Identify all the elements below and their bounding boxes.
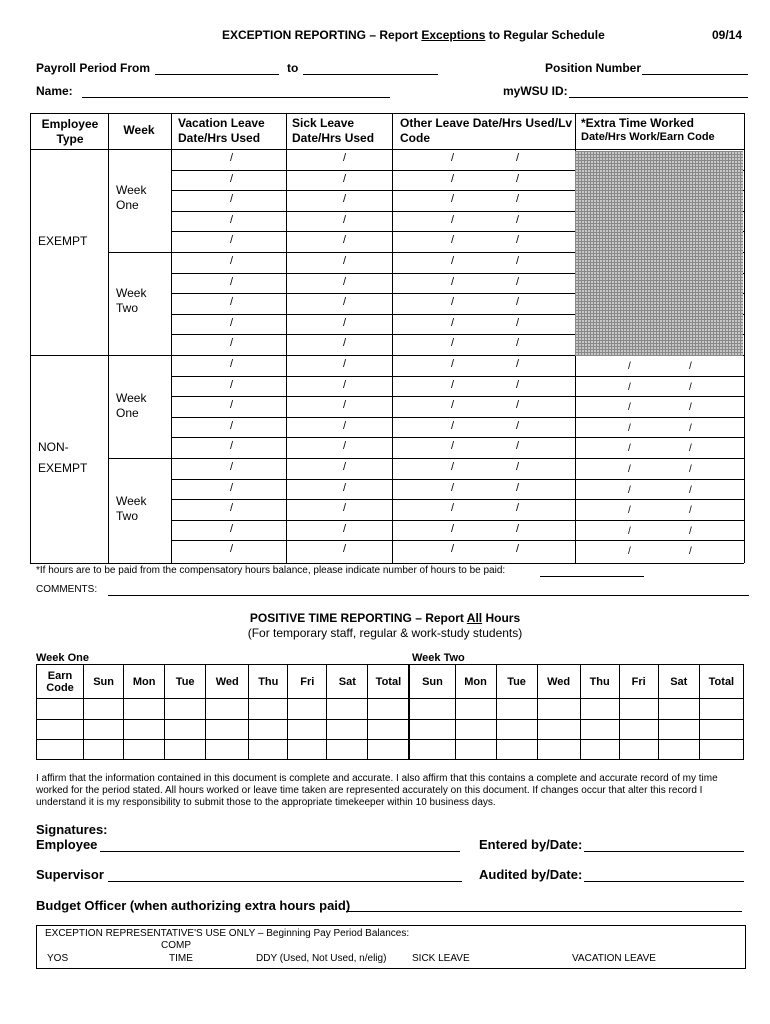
slash-marker: / (689, 505, 692, 517)
positive-col-2: Mon (124, 665, 165, 699)
slash-marker: / (343, 502, 347, 515)
row-divider (171, 520, 744, 521)
rep-comp-2: TIME (169, 953, 193, 964)
positive-cell[interactable] (37, 719, 84, 739)
slash-marker: / (451, 152, 455, 164)
slash-marker: / (230, 543, 234, 556)
entered-by-field[interactable] (584, 851, 744, 852)
positive-cell[interactable] (409, 719, 455, 739)
header-divider (30, 149, 744, 150)
slash-marker: / (230, 358, 234, 370)
slash-marker: / (451, 461, 455, 473)
positive-cell[interactable] (455, 739, 496, 759)
exempt-week-two: Week Two (116, 286, 147, 315)
slash-marker: / (451, 234, 455, 247)
nonexempt-week-two: Week Two (116, 494, 147, 523)
mywsu-id-label: myWSU ID: (503, 84, 568, 98)
slash-marker: / (628, 422, 631, 434)
positive-header-row (37, 665, 744, 699)
positive-cell[interactable] (368, 719, 410, 739)
name-field[interactable] (82, 97, 390, 98)
nonexempt-label-2: EXEMPT (38, 461, 88, 475)
col-sick: Sick Leave Date/Hrs Used (292, 116, 375, 145)
entered-by-label: Entered by/Date: (479, 837, 583, 852)
slash-marker: / (343, 461, 347, 473)
slash-marker: / (230, 255, 234, 267)
representative-box (36, 925, 746, 969)
positive-col-12: Wed (537, 665, 580, 699)
position-number-field[interactable] (642, 74, 748, 75)
table-right-border (744, 113, 745, 563)
positive-col-7: Sat (327, 665, 368, 699)
positive-cell[interactable] (84, 719, 124, 739)
row-divider (171, 396, 744, 397)
slash-marker: / (628, 546, 631, 558)
form-title: EXCEPTION REPORTING – Report Exceptions to Regular Schedule (222, 28, 605, 42)
slash-marker: / (230, 275, 234, 288)
slash-marker: / (628, 361, 631, 372)
slash-marker: / (689, 546, 692, 558)
nonexempt-week-one: Week One (116, 391, 147, 420)
slash-marker: / (451, 378, 455, 391)
slash-marker: / (628, 484, 631, 496)
column-divider (171, 113, 172, 563)
slash-marker: / (230, 461, 234, 473)
slash-marker: / (451, 502, 455, 515)
slash-marker: / (343, 275, 347, 288)
rep-comp-1: COMP (161, 940, 191, 951)
positive-col-15: Sat (658, 665, 699, 699)
positive-time-table (36, 664, 744, 760)
positive-week-two: Week Two (412, 652, 465, 664)
slash-marker: / (516, 213, 520, 226)
slash-marker: / (628, 505, 631, 517)
row-divider (171, 479, 744, 480)
slash-marker: / (516, 255, 520, 267)
slash-marker: / (230, 296, 234, 309)
rep-box-title: EXCEPTION REPRESENTATIVE'S USE ONLY – Beginning Pay Period Balances: (45, 928, 410, 939)
affirmation-text: I affirm that the information contained in this document is complete and accurate. I also affirm that this contains a complete and accurate record of my time worked for the period stated. All hours worked or leave time taken are represented accurately on this document. If changes occur that alter this record I understand it is my responsibility to submit those to the appropriate timekeeper within 10 business days. (36, 773, 718, 808)
positive-cell[interactable] (165, 719, 206, 739)
slash-marker: / (451, 296, 455, 309)
position-number-label: Position Number (545, 61, 642, 75)
positive-cell[interactable] (327, 699, 368, 719)
slash-marker: / (516, 502, 520, 515)
slash-marker: / (343, 296, 347, 309)
slash-marker: / (230, 502, 234, 515)
positive-cell[interactable] (496, 699, 537, 719)
employee-sig-field[interactable] (100, 851, 460, 852)
table-bottom-border (30, 563, 744, 564)
slash-marker: / (343, 440, 347, 453)
row-divider (171, 376, 744, 377)
positive-cell[interactable] (580, 739, 619, 759)
comments-field[interactable] (108, 595, 749, 596)
slash-marker: / (628, 402, 631, 414)
slash-marker: / (230, 234, 234, 247)
col-extra-time-sub: Date/Hrs Work/Earn Code (581, 131, 715, 143)
slash-marker: / (516, 440, 520, 453)
slash-marker: / (343, 193, 347, 206)
slash-marker: / (343, 378, 347, 391)
slash-marker: / (343, 399, 347, 412)
positive-cell[interactable] (37, 699, 84, 719)
positive-cell[interactable] (619, 719, 658, 739)
slash-marker: / (451, 481, 455, 494)
positive-cell[interactable] (368, 699, 410, 719)
positive-cell[interactable] (84, 739, 124, 759)
payroll-to-label: to (287, 61, 299, 75)
positive-col-0: Earn Code (37, 665, 84, 699)
supervisor-label: Supervisor (36, 867, 104, 882)
positive-col-13: Thu (580, 665, 619, 699)
positive-cell[interactable] (537, 719, 580, 739)
slash-marker: / (451, 440, 455, 453)
col-week: Week (123, 123, 155, 137)
positive-cell[interactable] (580, 719, 619, 739)
slash-marker: / (343, 234, 347, 247)
positive-cell[interactable] (124, 739, 165, 759)
week-divider (108, 458, 744, 459)
slash-marker: / (516, 358, 520, 370)
positive-subtitle: (For temporary staff, regular & work-study students) (247, 626, 523, 640)
slash-marker: / (516, 172, 520, 185)
slash-marker: / (516, 378, 520, 391)
slash-marker: / (451, 337, 455, 350)
positive-col-16: Total (699, 665, 743, 699)
slash-marker: / (343, 522, 347, 535)
positive-row (37, 699, 744, 719)
slash-marker: / (689, 484, 692, 496)
positive-col-8: Total (368, 665, 410, 699)
positive-cell[interactable] (288, 719, 327, 739)
positive-cell[interactable] (288, 699, 327, 719)
slash-marker: / (451, 316, 455, 329)
slash-marker: / (230, 399, 234, 412)
slash-marker: / (516, 234, 520, 247)
positive-cell[interactable] (699, 719, 743, 739)
positive-col-9: Sun (409, 665, 455, 699)
exempt-week-one: Week One (116, 183, 147, 212)
payroll-to-field[interactable] (303, 74, 438, 75)
nonexempt-label-1: NON- (38, 440, 69, 454)
positive-cell[interactable] (496, 719, 537, 739)
positive-col-10: Mon (455, 665, 496, 699)
positive-cell[interactable] (619, 699, 658, 719)
slash-marker: / (516, 522, 520, 535)
slash-marker: / (343, 255, 347, 267)
slash-marker: / (230, 316, 234, 329)
slash-marker: / (628, 525, 631, 537)
col-employee-type: Employee Type (41, 117, 99, 146)
positive-cell[interactable] (455, 719, 496, 739)
positive-cell[interactable] (658, 719, 699, 739)
slash-marker: / (451, 522, 455, 535)
slash-marker: / (689, 361, 692, 372)
column-divider (108, 113, 109, 563)
slash-marker: / (628, 443, 631, 455)
slash-marker: / (451, 172, 455, 185)
rep-ddy: DDY (Used, Not Used, n/elig) (256, 953, 387, 964)
name-label: Name: (36, 84, 73, 98)
slash-marker: / (343, 337, 347, 350)
slash-marker: / (516, 316, 520, 329)
supervisor-field[interactable] (108, 881, 462, 882)
positive-cell[interactable] (658, 739, 699, 759)
positive-col-6: Fri (288, 665, 327, 699)
slash-marker: / (343, 419, 347, 432)
slash-marker: / (516, 543, 520, 556)
positive-cell[interactable] (699, 739, 743, 759)
positive-cell[interactable] (249, 719, 288, 739)
slash-marker: / (230, 152, 234, 164)
positive-col-11: Tue (496, 665, 537, 699)
positive-col-14: Fri (619, 665, 658, 699)
slash-marker: / (451, 275, 455, 288)
employee-sig-label: Employee (36, 837, 98, 852)
slash-marker: / (516, 337, 520, 350)
positive-week-one: Week One (36, 652, 89, 664)
slash-marker: / (689, 525, 692, 537)
slash-marker: / (343, 481, 347, 494)
slash-marker: / (343, 358, 347, 370)
positive-col-5: Thu (249, 665, 288, 699)
table-top-border (30, 113, 744, 114)
budget-officer-field[interactable] (346, 911, 742, 912)
row-divider (171, 499, 744, 500)
positive-cell[interactable] (537, 699, 580, 719)
slash-marker: / (516, 296, 520, 309)
exception-table (30, 113, 744, 563)
row-divider (171, 437, 744, 438)
slash-marker: / (516, 461, 520, 473)
comp-hours-field[interactable] (540, 576, 644, 577)
slash-marker: / (451, 419, 455, 432)
positive-row (37, 719, 744, 739)
slash-marker: / (451, 399, 455, 412)
slash-marker: / (516, 152, 520, 164)
rep-yos: YOS (47, 953, 69, 964)
exempt-label: EXEMPT (38, 234, 88, 248)
slash-marker: / (230, 172, 234, 185)
positive-cell[interactable] (580, 699, 619, 719)
positive-cell[interactable] (368, 739, 410, 759)
slash-marker: / (451, 358, 455, 370)
signatures-title: Signatures: (36, 822, 108, 837)
positive-cell[interactable] (206, 699, 249, 719)
positive-cell[interactable] (124, 719, 165, 739)
positive-cell[interactable] (658, 699, 699, 719)
slash-marker: / (451, 193, 455, 206)
slash-marker: / (230, 378, 234, 391)
slash-marker: / (451, 543, 455, 556)
slash-marker: / (516, 419, 520, 432)
row-divider (171, 417, 744, 418)
slash-marker: / (516, 275, 520, 288)
comp-hours-note: *If hours are to be paid from the compensatory hours balance, please indicate number of hours to be paid: (36, 565, 506, 576)
column-divider (392, 113, 393, 563)
positive-row (37, 739, 744, 759)
budget-officer-label: Budget Officer (when authorizing extra hours paid) (36, 898, 351, 913)
positive-cell[interactable] (206, 739, 249, 759)
slash-marker: / (689, 381, 692, 393)
positive-col-3: Tue (165, 665, 206, 699)
col-extra-time: *Extra Time Worked (581, 116, 694, 130)
positive-cell[interactable] (165, 699, 206, 719)
positive-cell[interactable] (165, 739, 206, 759)
positive-cell[interactable] (327, 719, 368, 739)
column-divider (286, 113, 287, 563)
slash-marker: / (230, 440, 234, 453)
slash-marker: / (343, 213, 347, 226)
slash-marker: / (230, 419, 234, 432)
slash-marker: / (689, 402, 692, 414)
slash-marker: / (689, 464, 692, 475)
slash-marker: / (230, 522, 234, 535)
slash-marker: / (230, 337, 234, 350)
slash-marker: / (343, 543, 347, 556)
payroll-from-label: Payroll Period From (36, 61, 151, 75)
slash-marker: / (628, 464, 631, 475)
positive-cell[interactable] (496, 739, 537, 759)
positive-cell[interactable] (409, 739, 455, 759)
positive-col-4: Wed (206, 665, 249, 699)
extra-time-shaded-area (575, 151, 743, 356)
positive-cell[interactable] (619, 739, 658, 759)
slash-marker: / (516, 399, 520, 412)
positive-cell[interactable] (327, 739, 368, 759)
slash-marker: / (343, 172, 347, 185)
slash-marker: / (230, 213, 234, 226)
rep-vacation: VACATION LEAVE (572, 953, 656, 964)
positive-cell[interactable] (537, 739, 580, 759)
slash-marker: / (230, 193, 234, 206)
payroll-from-field[interactable] (155, 74, 279, 75)
audited-by-field[interactable] (584, 881, 744, 882)
comments-label: COMMENTS: (36, 584, 98, 595)
slash-marker: / (343, 316, 347, 329)
row-divider (171, 540, 744, 541)
positive-col-1: Sun (84, 665, 124, 699)
slash-marker: / (451, 213, 455, 226)
form-date-code: 09/14 (712, 28, 743, 42)
positive-title: POSITIVE TIME REPORTING – Report All Hours (249, 611, 521, 625)
slash-marker: / (628, 381, 631, 393)
positive-cell[interactable] (699, 699, 743, 719)
positive-cell[interactable] (84, 699, 124, 719)
slash-marker: / (343, 152, 347, 164)
table-left-border (30, 113, 31, 563)
positive-cell[interactable] (249, 739, 288, 759)
slash-marker: / (689, 443, 692, 455)
slash-marker: / (516, 193, 520, 206)
audited-by-label: Audited by/Date: (479, 867, 583, 882)
positive-cell[interactable] (288, 739, 327, 759)
slash-marker: / (451, 255, 455, 267)
col-other: Other Leave Date/Hrs Used/Lv Code (400, 116, 573, 145)
positive-cell[interactable] (37, 739, 84, 759)
slash-marker: / (230, 481, 234, 494)
rep-sick: SICK LEAVE (412, 953, 470, 964)
positive-cell[interactable] (455, 699, 496, 719)
mywsu-id-field[interactable] (569, 97, 748, 98)
positive-cell[interactable] (124, 699, 165, 719)
col-vacation: Vacation Leave Date/Hrs Used (178, 116, 265, 145)
slash-marker: / (516, 481, 520, 494)
positive-cell[interactable] (249, 699, 288, 719)
slash-marker: / (689, 422, 692, 434)
positive-cell[interactable] (409, 699, 455, 719)
positive-cell[interactable] (206, 719, 249, 739)
